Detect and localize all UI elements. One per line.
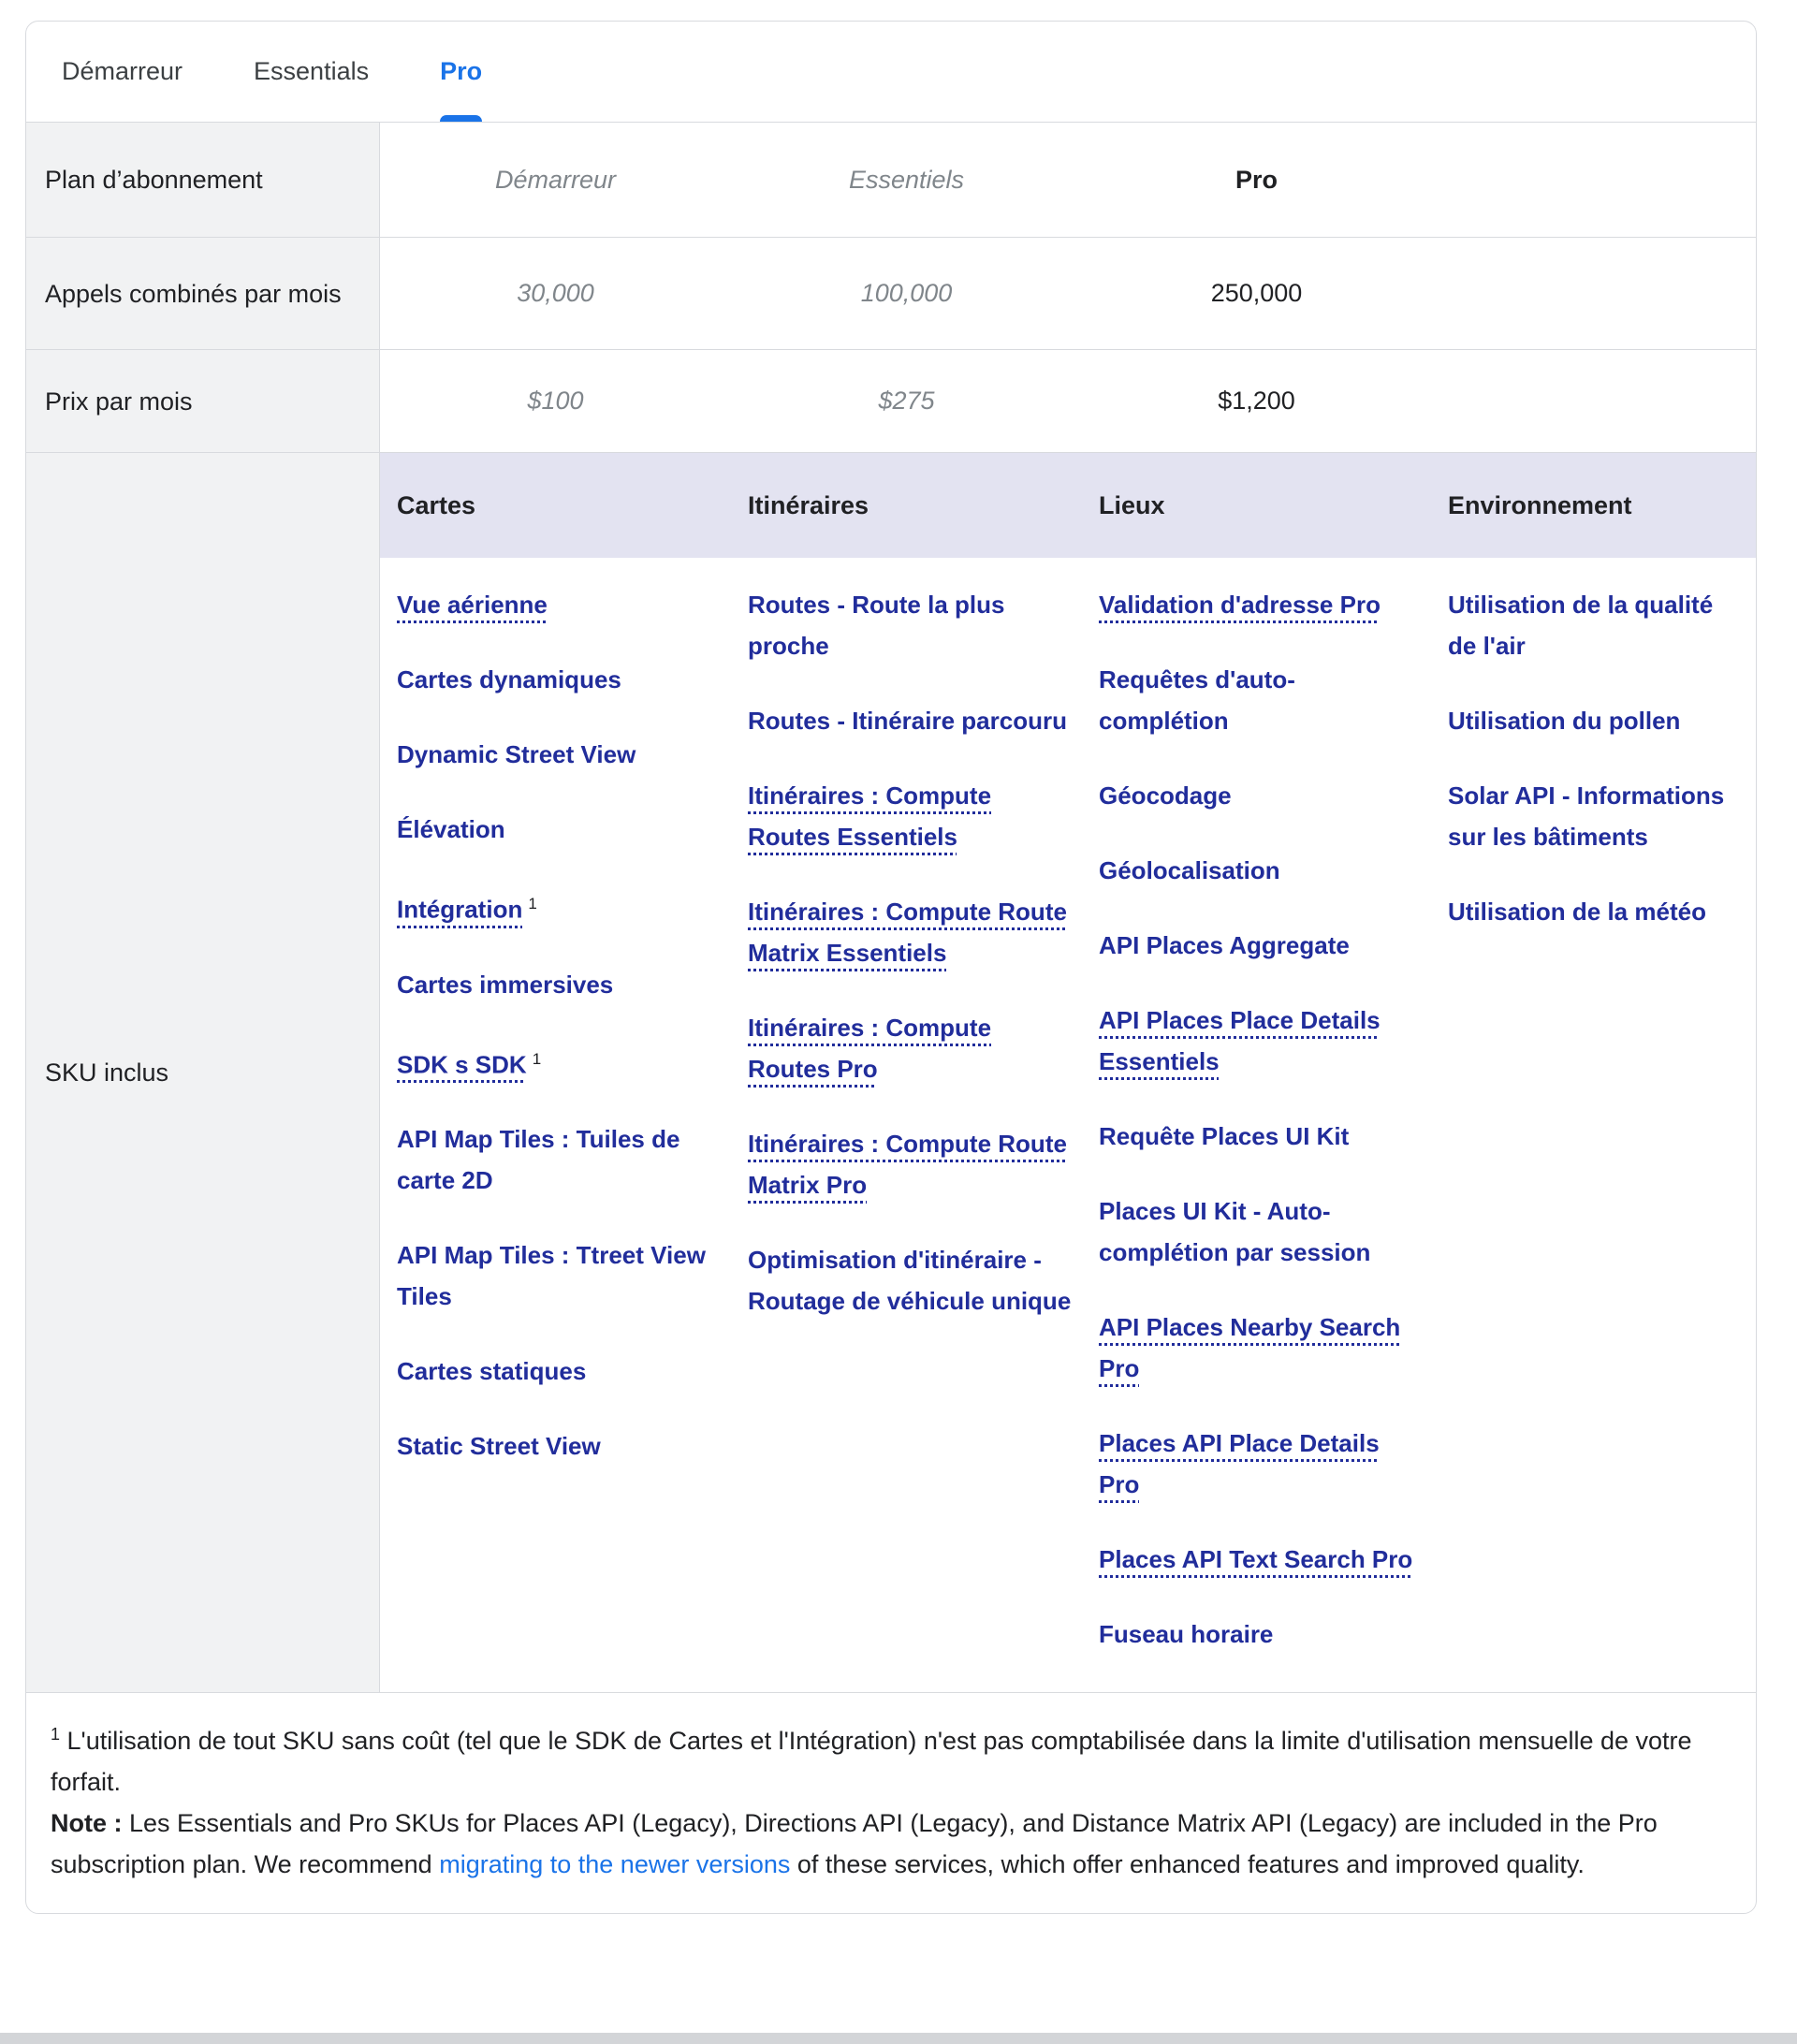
sku-link-elevation[interactable]: Élévation — [397, 815, 505, 843]
sku-link-solar-api-informations-sur-les-batiments[interactable]: Solar API - Informations sur les bâtiments — [1448, 781, 1725, 851]
footnote-1-marker: 1 — [51, 1725, 61, 1744]
sku-categories — [380, 452, 1756, 1692]
row-label-prix-par-mois: Prix par mois — [26, 349, 380, 452]
sku-item — [748, 584, 1073, 666]
sku-item — [397, 659, 722, 700]
footnote-1 — [51, 1714, 1731, 1803]
empty-cell — [1431, 123, 1756, 237]
sku-item — [1099, 1307, 1422, 1389]
sku-item — [397, 584, 722, 625]
plan-d-abonnement-value-0: Démarreur — [494, 165, 617, 194]
sku-link-validation-d-adresse-pro[interactable]: Validation d'adresse Pro — [1099, 591, 1381, 619]
pricing-table — [26, 123, 1756, 1692]
sku-link-itineraires-compute-route-matrix-essentiels[interactable]: Itinéraires : Compute Route Matrix Essentiels — [748, 898, 1067, 967]
sku-item — [1099, 775, 1422, 816]
sku-link-fuseau-horaire[interactable]: Fuseau horaire — [1099, 1620, 1274, 1648]
empty-cell — [1431, 237, 1756, 349]
footnote-note — [51, 1803, 1731, 1885]
sku-link-itineraires-compute-routes-pro[interactable]: Itinéraires : Compute Routes Pro — [748, 1014, 992, 1083]
sku-item — [748, 1239, 1073, 1321]
prix-par-mois-value-1: $275 — [731, 349, 1082, 452]
sku-link-routes-itineraire-parcouru[interactable]: Routes - Itinéraire parcouru — [748, 707, 1067, 735]
note-pre-text: Les Essentials and Pro SKUs for Places API (Legacy), Directions API (Legacy), and Distance Matrix API (Legacy) are included in the Pro subscription plan. We recommend — [51, 1809, 1658, 1878]
sku-link-dynamic-street-view[interactable]: Dynamic Street View — [397, 740, 636, 768]
sku-link-api-places-nearby-search-pro[interactable]: API Places Nearby Search Pro — [1099, 1313, 1401, 1382]
sku-link-cartes-immersives[interactable]: Cartes immersives — [397, 970, 614, 999]
bottom-strip — [0, 2033, 1797, 2044]
row-label-plan-d-abonnement: Plan d’abonnement — [26, 123, 380, 237]
sku-link-utilisation-de-la-qualite-de-l-air[interactable]: Utilisation de la qualité de l'air — [1448, 591, 1714, 660]
sku-list-cartes — [380, 558, 731, 1504]
sku-item — [397, 1425, 722, 1467]
note-label: Note : — [51, 1809, 123, 1837]
sku-item — [1099, 659, 1422, 741]
sku-item — [748, 891, 1073, 973]
sku-list-environnement — [1431, 558, 1756, 970]
plan-d-abonnement-value-1: Essentiels — [848, 165, 965, 194]
sku-link-routes-route-la-plus-proche[interactable]: Routes - Route la plus proche — [748, 591, 1005, 660]
sku-link-places-api-text-search-pro[interactable]: Places API Text Search Pro — [1099, 1545, 1413, 1573]
sku-item — [1099, 1613, 1422, 1655]
sku-link-utilisation-de-la-meteo[interactable]: Utilisation de la météo — [1448, 898, 1706, 926]
sku-link-sdk-s-sdk[interactable]: SDK s SDK — [397, 1050, 527, 1079]
tab-essentials[interactable]: Essentials — [254, 57, 370, 85]
category-header-environnement: Environnement — [1431, 453, 1756, 558]
sku-link-api-places-aggregate[interactable]: API Places Aggregate — [1099, 931, 1350, 959]
sku-link-places-api-place-details-pro[interactable]: Places API Place Details Pro — [1099, 1429, 1380, 1498]
migrate-versions-link[interactable]: migrating to the newer versions — [439, 1850, 791, 1878]
sku-link-integration[interactable]: Intégration — [397, 895, 523, 924]
tab-pro[interactable]: Pro — [440, 22, 482, 122]
sku-category-environnement — [1431, 453, 1756, 1692]
category-header-cartes: Cartes — [380, 453, 731, 558]
prix-par-mois-value-0: $100 — [380, 349, 731, 452]
sku-item — [1099, 850, 1422, 891]
sku-item — [1099, 1116, 1422, 1157]
sku-link-static-street-view[interactable]: Static Street View — [397, 1432, 601, 1461]
row-label-appels-combines-par-mois: Appels combinés par mois — [26, 237, 380, 349]
sku-category-lieux — [1082, 453, 1431, 1692]
sku-item — [1448, 700, 1746, 741]
sku-category-itineraires — [731, 453, 1082, 1692]
sku-item — [1099, 925, 1422, 966]
sku-item — [1448, 584, 1746, 666]
sku-link-geolocalisation[interactable]: Géolocalisation — [1099, 856, 1280, 884]
appels-combines-par-mois-value-2: 250,000 — [1082, 237, 1431, 349]
appels-combines-par-mois-value-0: 30,000 — [380, 237, 731, 349]
sku-item — [397, 1350, 722, 1392]
sku-item — [397, 1118, 722, 1201]
tab-demarreur[interactable]: Démarreur — [62, 57, 183, 85]
sku-link-cartes-dynamiques[interactable]: Cartes dynamiques — [397, 665, 621, 694]
sku-item — [397, 1039, 722, 1086]
sku-link-api-places-place-details-essentiels[interactable]: API Places Place Details Essentiels — [1099, 1006, 1381, 1075]
sku-category-cartes — [380, 453, 731, 1692]
sku-item — [1099, 584, 1422, 625]
sku-link-geocodage[interactable]: Géocodage — [1099, 781, 1232, 810]
sku-item — [1099, 1190, 1422, 1273]
sku-item — [397, 883, 722, 930]
sku-link-requete-places-ui-kit[interactable]: Requête Places UI Kit — [1099, 1122, 1350, 1150]
sku-link-places-ui-kit-auto-completion-par-session[interactable]: Places UI Kit - Auto-complétion par session — [1099, 1197, 1371, 1266]
sku-item — [748, 1123, 1073, 1205]
sku-link-vue-aerienne[interactable]: Vue aérienne — [397, 591, 548, 619]
sku-item — [1099, 1539, 1422, 1580]
sku-list-itineraires — [731, 558, 1082, 1359]
footnote-1-text: L'utilisation de tout SKU sans coût (tel que le SDK de Cartes et l'Intégration) n'est pas comptabilisée dans la limite d'utilisation mensuelle de votre forfait. — [51, 1727, 1692, 1796]
plan-d-abonnement-value-2: Pro — [1235, 165, 1278, 194]
sku-list-lieux — [1082, 558, 1431, 1692]
sku-item — [1448, 775, 1746, 857]
sku-link-itineraires-compute-route-matrix-pro[interactable]: Itinéraires : Compute Route Matrix Pro — [748, 1130, 1067, 1199]
empty-cell — [1431, 349, 1756, 452]
sku-item — [748, 1007, 1073, 1089]
row-label-sku-inclus: SKU inclus — [26, 452, 380, 1692]
sku-link-utilisation-du-pollen[interactable]: Utilisation du pollen — [1448, 707, 1681, 735]
footnotes — [26, 1692, 1756, 1913]
sku-link-itineraires-compute-routes-essentiels[interactable]: Itinéraires : Compute Routes Essentiels — [748, 781, 992, 851]
category-header-itineraires: Itinéraires — [731, 453, 1082, 558]
sku-link-requetes-d-auto-completion[interactable]: Requêtes d'auto-complétion — [1099, 665, 1295, 735]
category-header-lieux: Lieux — [1082, 453, 1431, 558]
sku-link-api-map-tiles-tuiles-de-carte-2d[interactable]: API Map Tiles : Tuiles de carte 2D — [397, 1125, 680, 1195]
pricing-card — [25, 21, 1757, 1914]
sku-link-cartes-statiques[interactable]: Cartes statiques — [397, 1357, 587, 1386]
plan-tabs — [26, 22, 1756, 123]
prix-par-mois-value-2: $1,200 — [1082, 349, 1431, 452]
sku-item — [1099, 1423, 1422, 1505]
sku-link-api-map-tiles-ttreet-view-tiles[interactable]: API Map Tiles : Ttreet View Tiles — [397, 1241, 706, 1311]
sku-item — [397, 964, 722, 1005]
appels-combines-par-mois-value-1: 100,000 — [731, 237, 1082, 349]
footnote-marker: 1 — [528, 895, 537, 912]
sku-item — [397, 809, 722, 850]
sku-item — [748, 775, 1073, 857]
sku-item — [1099, 1000, 1422, 1082]
sku-link-optimisation-d-itineraire-routage-de-vehicule-unique[interactable]: Optimisation d'itinéraire - Routage de véhicule unique — [748, 1246, 1072, 1315]
footnote-marker: 1 — [532, 1049, 542, 1068]
note-post-text: of these services, which offer enhanced features and improved quality. — [790, 1850, 1585, 1878]
sku-item — [397, 734, 722, 775]
sku-item — [397, 1234, 722, 1317]
sku-item — [1448, 891, 1746, 932]
sku-item — [748, 700, 1073, 741]
